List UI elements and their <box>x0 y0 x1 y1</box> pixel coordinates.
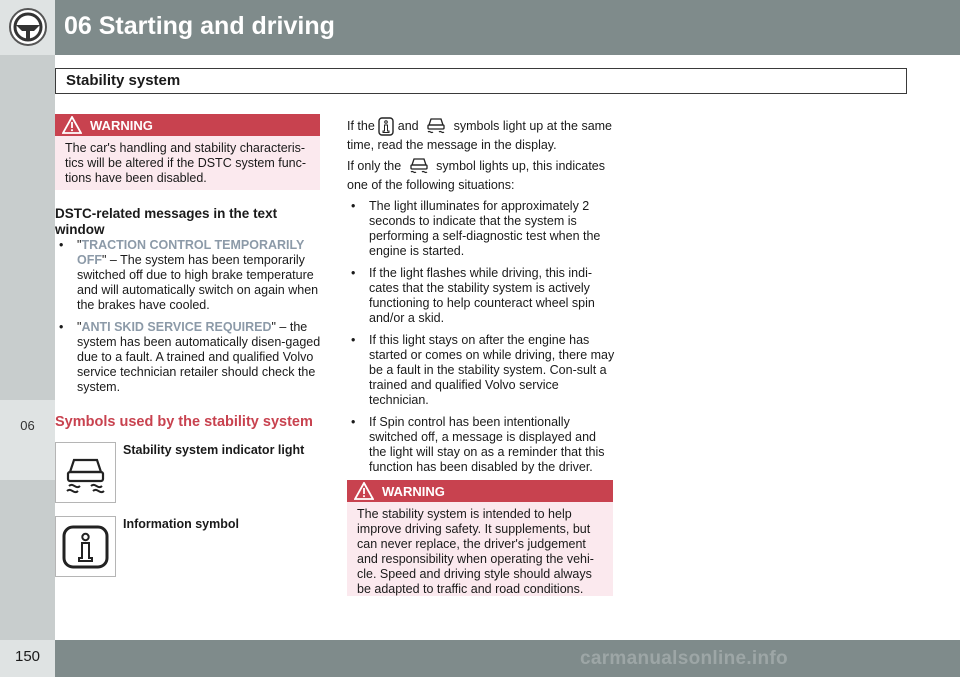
warning-header <box>347 480 613 502</box>
info-symbol-box <box>55 516 116 577</box>
bullet: • <box>59 238 64 252</box>
situations-list <box>347 199 615 482</box>
bullet: • <box>351 415 356 429</box>
bullet: • <box>59 320 64 334</box>
list-item-text: If Spin control has been intentionally switched off, a message is displayed and the light will stay on as a reminder that this function has been disabled by the driver. <box>369 415 605 474</box>
steering-wheel-icon <box>8 7 48 47</box>
list-item <box>347 333 615 408</box>
footer-bar <box>0 640 960 677</box>
message-code: TRACTION CONTROL TEMPORARILY OFF <box>77 238 305 267</box>
message-text: – the system has been automatically disen-gaged due to a fault. A trained and qualified Volvo service technician retailer should check the system. <box>77 320 321 394</box>
warning-text: The stability system is intended to help improve driving safety. It supplements, but can never replace, the driver's judgement and responsibility when operating the vehi-cle. Speed and driving style should always be adapted to traffic and road conditions. <box>357 507 594 596</box>
list-item <box>347 199 615 259</box>
warning-box-2 <box>347 480 613 596</box>
warning-text: The car's handling and stability characteris-tics will be altered if the DSTC system func-tions have been disabled. <box>65 141 307 185</box>
stability-symbol-box <box>55 442 116 503</box>
symbols-heading: Symbols used by the stability system <box>55 414 313 430</box>
text-fragment: If the <box>347 119 375 133</box>
warning-triangle-icon <box>354 482 374 500</box>
warning-title: WARNING <box>382 484 445 499</box>
chapter-tab-label: 06 <box>20 418 35 433</box>
watermark: carmanualsonline.info <box>580 648 788 669</box>
message-code: ANTI SKID SERVICE REQUIRED <box>81 320 272 334</box>
text-fragment: and <box>397 119 419 133</box>
symbols-intro-paragraph <box>347 117 617 155</box>
section-title: Stability system <box>66 72 181 89</box>
text-fragment: symbol lights up, this indicates one of the following situations: <box>347 159 606 193</box>
skidding-car-icon-small <box>405 157 433 176</box>
list-item-text: If this light stays on after the engine has started or comes on while driving, there may be a fault in the stability system. Con-sult a trained and qualified Volvo service technician. <box>369 333 615 407</box>
dstc-messages-heading: DSTC-related messages in the text window <box>55 206 278 237</box>
single-symbol-paragraph <box>347 157 617 195</box>
warning-box-1 <box>55 114 320 190</box>
chapter-tab[interactable] <box>0 400 55 480</box>
bullet: • <box>351 266 356 280</box>
list-item: • "TRACTION CONTROL TEMPORARILY OFF" – The system has been temporarily switched off due to high brake temperature and will automatically switch on again when the brakes have cooled. <box>59 238 319 312</box>
list-item-text: The light illuminates for approximately 2 seconds to indicate that the system is performing a self-diagnostic test when the engine is started. <box>369 199 601 258</box>
list-item: • "ANTI SKID SERVICE REQUIRED" – the system has been automatically disen-gaged due to a fault. A trained and qualified Volvo service technician retailer should check the system. <box>59 320 321 394</box>
message-text: – The system has been temporarily switched off due to high brake temperature and will automatically switch on again when the brakes have cooled. <box>77 253 319 312</box>
stability-symbol-label: Stability system indicator light <box>123 443 305 457</box>
info-symbol-label: Information symbol <box>123 517 239 531</box>
text-fragment: If only the <box>347 159 402 173</box>
chapter-title: 06 Starting and driving <box>64 12 335 40</box>
warning-title: WARNING <box>90 118 153 133</box>
page-number: 150 <box>14 648 41 665</box>
text-fragment: symbols light up at the same time, read the message in the display. <box>347 119 613 153</box>
list-item <box>347 415 615 475</box>
skidding-car-icon <box>56 443 115 502</box>
bullet: • <box>351 333 356 347</box>
list-item <box>347 266 615 326</box>
information-icon-small <box>378 117 394 136</box>
logo-box <box>0 0 55 55</box>
information-icon <box>56 517 115 576</box>
bullet: • <box>351 199 356 213</box>
warning-triangle-icon <box>62 116 82 134</box>
warning-header <box>55 114 320 136</box>
list-item-text: If the light flashes while driving, this indi-cates that the stability system is actively functioning to help counteract wheel spin and/or a skid. <box>369 266 595 325</box>
section-title-bar <box>55 68 907 94</box>
chapter-sidebar <box>0 55 55 640</box>
skidding-car-icon-small <box>422 117 450 136</box>
dstc-messages-list <box>55 238 323 402</box>
